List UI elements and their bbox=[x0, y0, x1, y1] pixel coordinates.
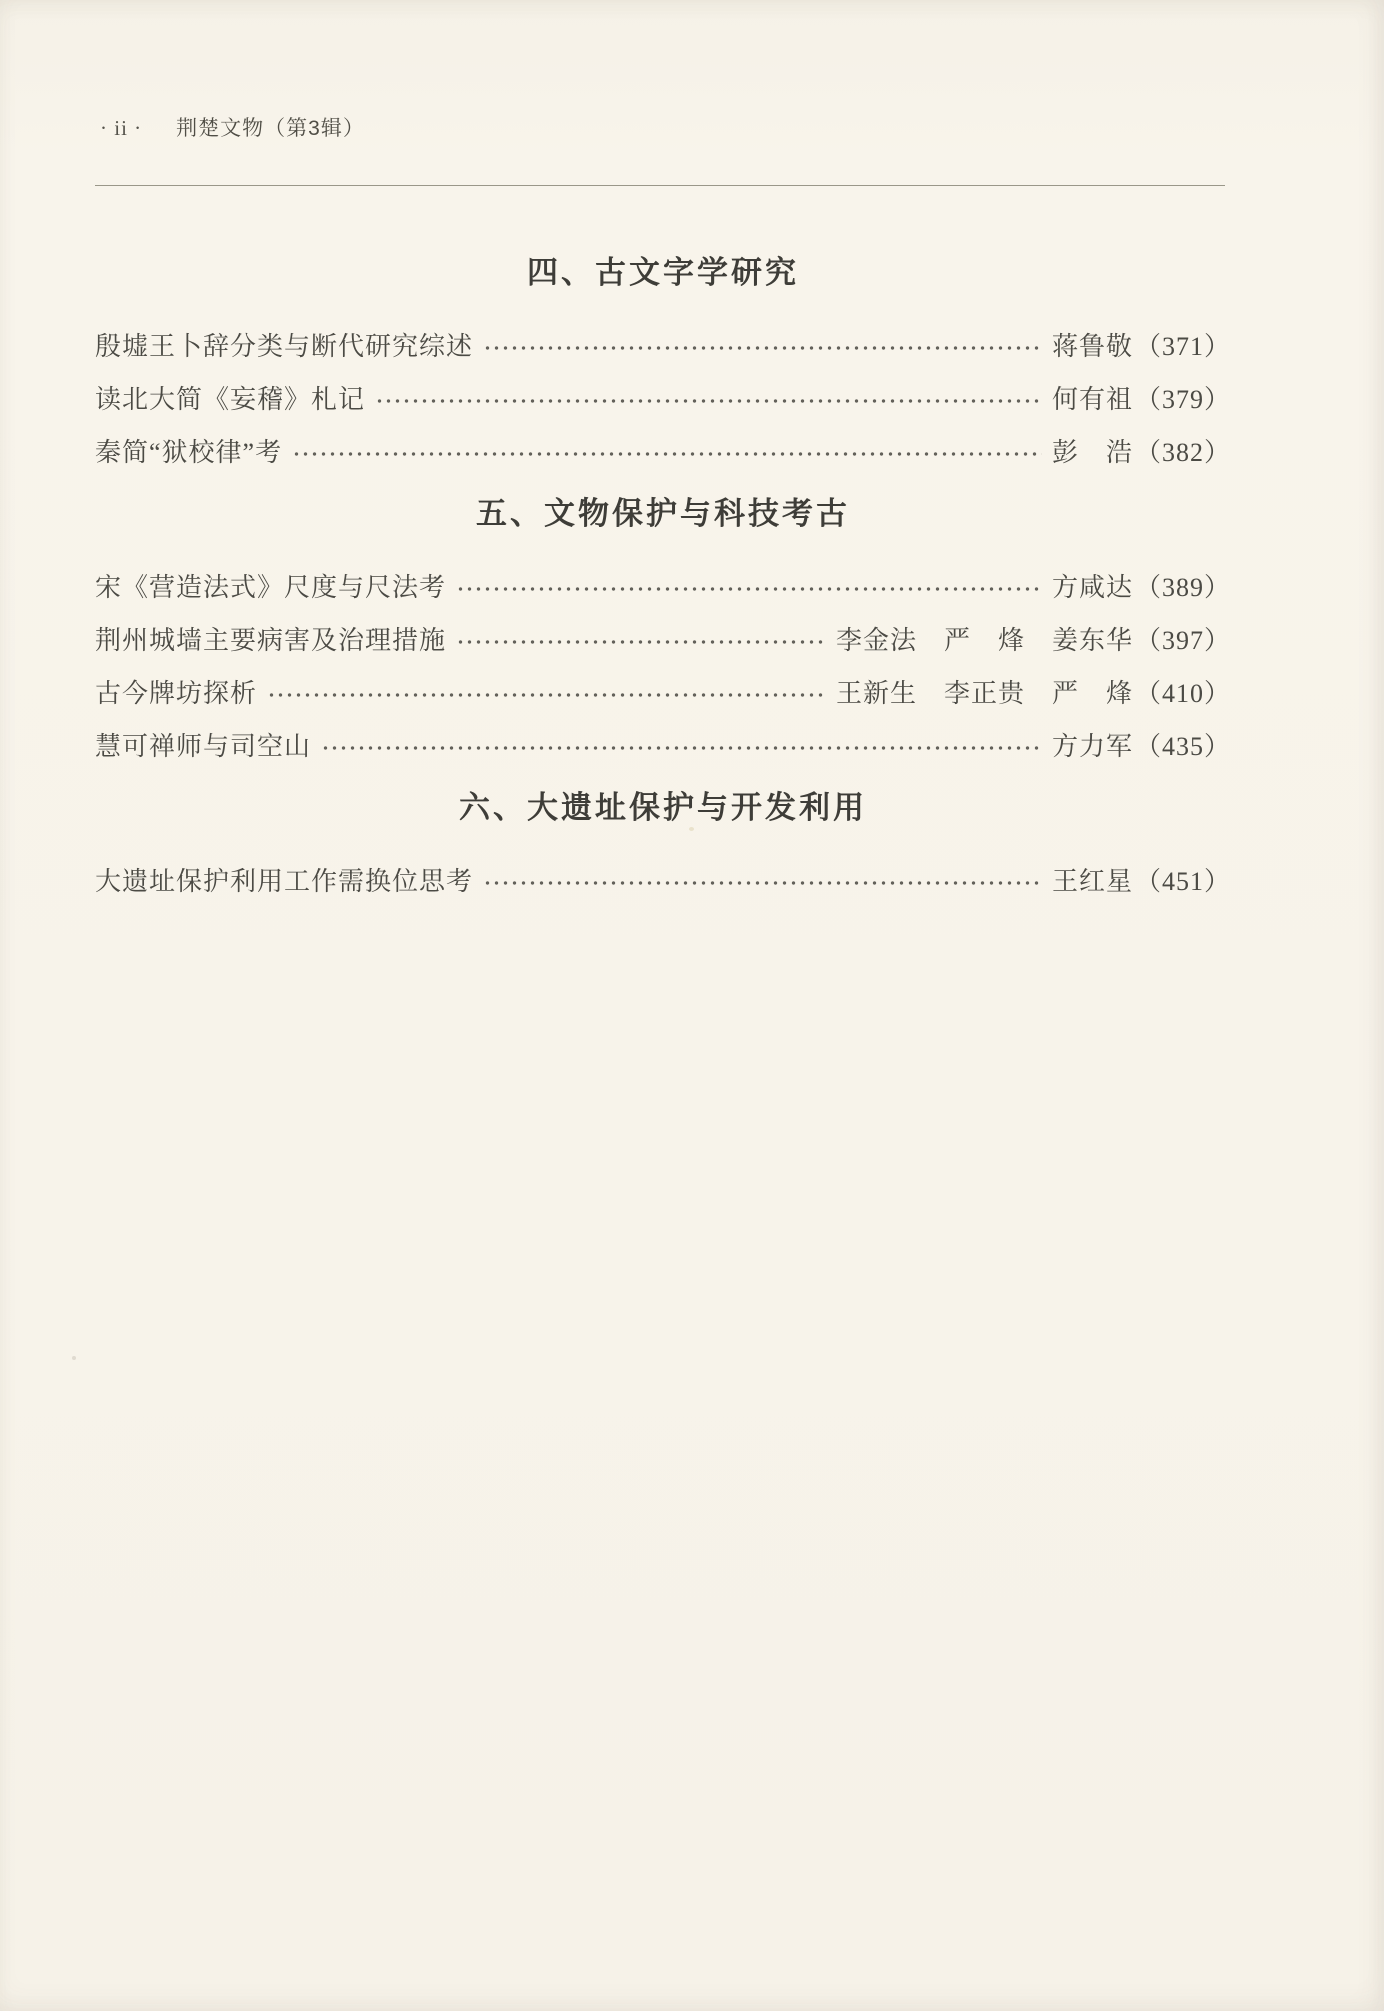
toc-entry-page: （435） bbox=[1134, 732, 1231, 761]
toc-entry-title: 秦简“狱校律”考 bbox=[95, 438, 283, 467]
section-entries bbox=[95, 559, 1231, 771]
scan-speck bbox=[689, 827, 694, 831]
toc-entry bbox=[95, 612, 1231, 665]
section-heading: 五、文物保护与科技考古 bbox=[476, 496, 850, 531]
toc-entry bbox=[95, 853, 1231, 906]
toc-entry-title: 宋《营造法式》尺度与尺法考 bbox=[95, 573, 447, 602]
toc-entry-page: （389） bbox=[1134, 573, 1231, 602]
toc-entry-authors: 王红星 bbox=[1051, 867, 1133, 896]
scan-speck bbox=[72, 1356, 76, 1360]
toc-section bbox=[95, 493, 1231, 771]
toc-entry-authors: 蒋鲁敬 bbox=[1051, 332, 1133, 361]
toc-entry bbox=[95, 424, 1231, 477]
toc-entry bbox=[95, 371, 1231, 424]
toc-entry bbox=[95, 559, 1231, 612]
toc-entry-authors: 方咸达 bbox=[1051, 573, 1133, 602]
dot-leader bbox=[483, 335, 1042, 361]
running-header bbox=[100, 112, 1224, 142]
section-heading: 六、大遗址保护与开发利用 bbox=[459, 790, 867, 825]
toc-entry-authors: 李金法 严 烽 姜东华 bbox=[835, 626, 1133, 655]
dot-leader bbox=[483, 870, 1042, 896]
section-entries bbox=[95, 318, 1231, 477]
toc-entry-title: 古今牌坊探析 bbox=[95, 679, 258, 708]
toc-entry bbox=[95, 665, 1231, 718]
toc-entry-page: （397） bbox=[1134, 626, 1231, 655]
toc-entry-authors: 彭 浩 bbox=[1051, 438, 1133, 467]
toc-entry-title: 慧可禅师与司空山 bbox=[95, 732, 312, 761]
section-entries bbox=[95, 853, 1231, 906]
dot-leader bbox=[267, 682, 826, 708]
toc-entry-page: （451） bbox=[1134, 867, 1231, 896]
dot-leader bbox=[321, 735, 1042, 761]
dot-leader bbox=[292, 441, 1042, 467]
section-heading: 四、古文字学研究 bbox=[527, 255, 799, 290]
book-title: 荆楚文物（第3辑） bbox=[176, 117, 365, 140]
toc-entry-authors: 方力军 bbox=[1051, 732, 1133, 761]
header-rule bbox=[95, 185, 1225, 186]
toc-section bbox=[95, 252, 1231, 477]
dot-leader bbox=[456, 629, 826, 655]
toc-entry-page: （379） bbox=[1134, 385, 1231, 414]
toc-entry-title: 大遗址保护利用工作需换位思考 bbox=[95, 867, 474, 896]
toc-entry-page: （382） bbox=[1134, 438, 1231, 467]
table-of-contents bbox=[95, 236, 1231, 912]
toc-entry bbox=[95, 318, 1231, 371]
toc-entry-title: 荆州城墙主要病害及治理措施 bbox=[95, 626, 447, 655]
toc-entry-title: 读北大简《妄稽》札记 bbox=[95, 385, 366, 414]
toc-entry-authors: 王新生 李正贵 严 烽 bbox=[835, 679, 1133, 708]
toc-entry-page: （410） bbox=[1134, 679, 1231, 708]
dot-leader bbox=[456, 576, 1042, 602]
toc-entry-page: （371） bbox=[1134, 332, 1231, 361]
dot-leader bbox=[375, 388, 1042, 414]
toc-section bbox=[95, 787, 1231, 906]
toc-entry-authors: 何有祖 bbox=[1051, 385, 1133, 414]
page-number-marker: · ii · bbox=[100, 116, 143, 140]
toc-entry-title: 殷墟王卜辞分类与断代研究综述 bbox=[95, 332, 474, 361]
toc-entry bbox=[95, 718, 1231, 771]
